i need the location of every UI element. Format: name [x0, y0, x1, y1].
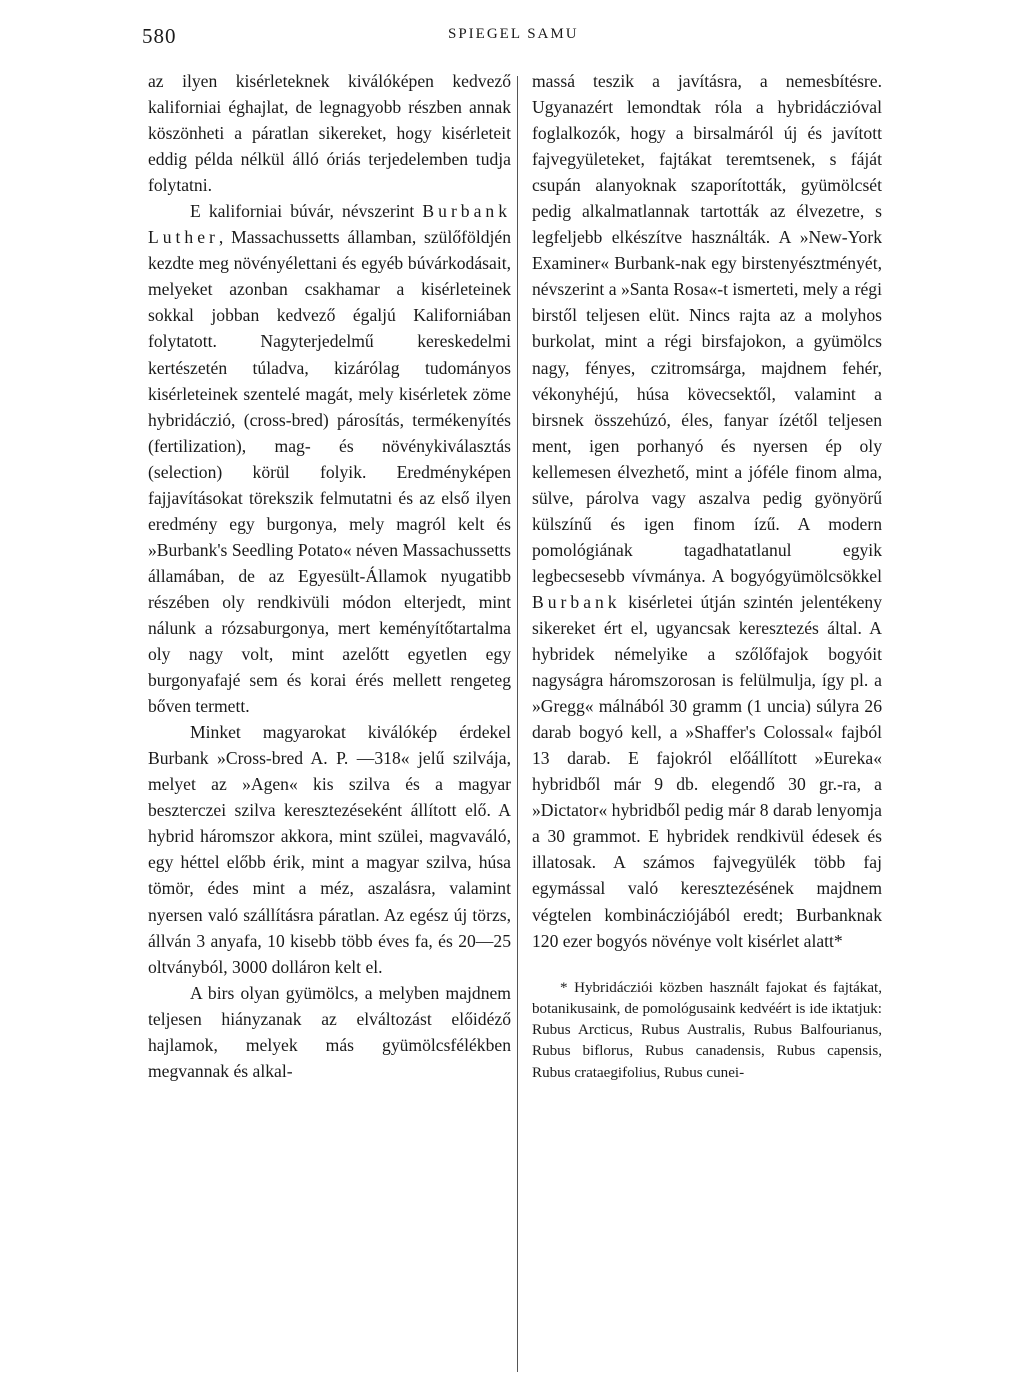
paragraph: Minket magyarokat kiválókép érdekel Burbank »Cross-bred A. P. —318« jelű szilvája, melyet az »Agen« kis szilva és a magyar beszterczei szilva keresztezéseként állított elő. A hybrid háromszor akkora, mint szülei, magvaváló, egy héttel előbb érik, mint a magyar szilva, húsa tömör, édes mint a méz, aszalásra, valamint nyersen való szállításra páratlan. Az egész új törzs, állván 3 anyafa, 10 kisebb több éves fa, és 20—25 oltványból, 3000 dolláron kelt el.: [148, 722, 511, 977]
person-name: Burbank Luther: [148, 201, 511, 248]
paragraph-text: kisérletei útján szintén jelentékeny sikereket ért el, ugyancsak keresztezés által. A hybridek némelyike a szőlőfajok bogyóit nagyságra háromszorosan is felülmulja, így pl. a »Gregg« málnából 30 gramm (1 uncia) súlyra 26 darab bogyó kell, a »Shaffer's Colossal« fajból 13 darab. E fajokról előállított »Eureka« hybridből már 9 db. elegendő 30 gr.-ra, a »Dictator« hybridből pedig már 8 darab lenyomja a 30 grammot. E hybridek rendkivül édesek és illatosak. A számos fajvegyülék több faj egymással való keresztezésének majdnem végtelen kombinácziójából eredt; Burbanknak 120 ezer bogyós növénye volt kisérlet alatt*: [532, 591, 882, 951]
paragraph: [532, 68, 882, 954]
paragraph-text: massá teszik a javításra, a nemesbítésre. Ugyanazért lemondtak róla a hybridáczióval foglalkozók, hogy a birsalmáról új és javított fajvegyületeket, fajtákat teremtsenek, s fáját csupán alanyoknak szaporították, gyümölcsét pedig alkalmatlannak tartották az élvezetre, s legfeljebb elkészítve használták. A »New-York Examiner« Burbank-nak egy birstenyésztményét, névszerint a »Santa Rosa«-t ismerteti, mely a régi birstől teljesen elüt. Nincs rajta az a molyhos burkolat, mint a régi birsfajokon, a gyümölcs nagy, fényes, czitromsárga, majdnem fehér, vékonyhéjú, húsa kövecsektől, valamint a birsnek összehúzó, éles, fanyar ízétől teljesen ment, igen porhanyó és nyersen ép oly kellemesen élvezhető, mint a jóféle finom alma, sülve, párolva vagy aszalva pedig gyönyörű külszínű és igen finom ízű. A modern pomológiának tagadhatatlanul egyik legbecsesebb vívmánya. A bogyógyümölcsökkel: [532, 71, 882, 586]
page-number: 580: [142, 24, 177, 48]
left-column: [148, 68, 511, 1084]
right-column: [532, 68, 882, 1084]
paragraph: az ilyen kisérleteknek kiválóképen kedvező kaliforniai éghajlat, de legnagyobb részben annak köszönheti a páratlan sikereket, hogy kisérleteit eddig példa nélkül álló óriás terjedelemben tudja folytatni.: [148, 71, 511, 196]
paragraph: A birs olyan gyümölcs, a melyben majdnem teljesen hiányzanak az elváltozást előidéző hajlamok, melyek más gyümölcsfélékben megvannak és alkal-: [148, 982, 511, 1081]
column-divider: [517, 76, 518, 1372]
person-name: Burbank: [532, 591, 621, 612]
paragraph-text: , Massachussetts államban, szülőföldjén kezdte meg növényélettani és egyéb búvárkodásait, melyeket azonban csakhamar a kisérleteinek sokkal jobban kedvező égaljú Kaliforniában folytatott. Nagyterjedelmű kereskedelmi kertészetén túladva, kizárólag tudományos kisérleteinek szentelé magát, mely kisérletek zöme hybridáczió, (cross-bred) párosítás, termékenyítés (fertilization), mag- és növénykiválasztás (selection) körül folyik. Eredményképen fajjavításokat törekszik felmutatni és az első ilyen eredmény egy burgonya, mely magról kelt és »Burbank's Seedling Potato« néven Massachussetts államában, de az Egyesült-Államok nyugatibb részében oly rendkivüli módon elterjedt, mint nálunk a rózsaburgonya, mert keményítőtartalma oly nagy volt, mint azelőtt egyetlen egy burgonyafajé sem és korai érés mellett rengeteg bőven termett.: [148, 227, 511, 717]
footnote: * Hybridácziói közben használt fajokat és fajtákat, botanikusaink, de pomológusaink kedvéért is ide iktatjuk: Rubus Arcticus, Rubus Australis, Rubus Balfourianus, Rubus biflorus, Rubus canadensis, Rubus capensis, Rubus crataegifolius, Rubus cunei-: [532, 979, 882, 1081]
running-head: SPIEGEL SAMU: [448, 26, 579, 42]
paragraph: [148, 198, 511, 719]
paragraph-text: E kaliforniai búvár, névszerint: [190, 201, 423, 222]
